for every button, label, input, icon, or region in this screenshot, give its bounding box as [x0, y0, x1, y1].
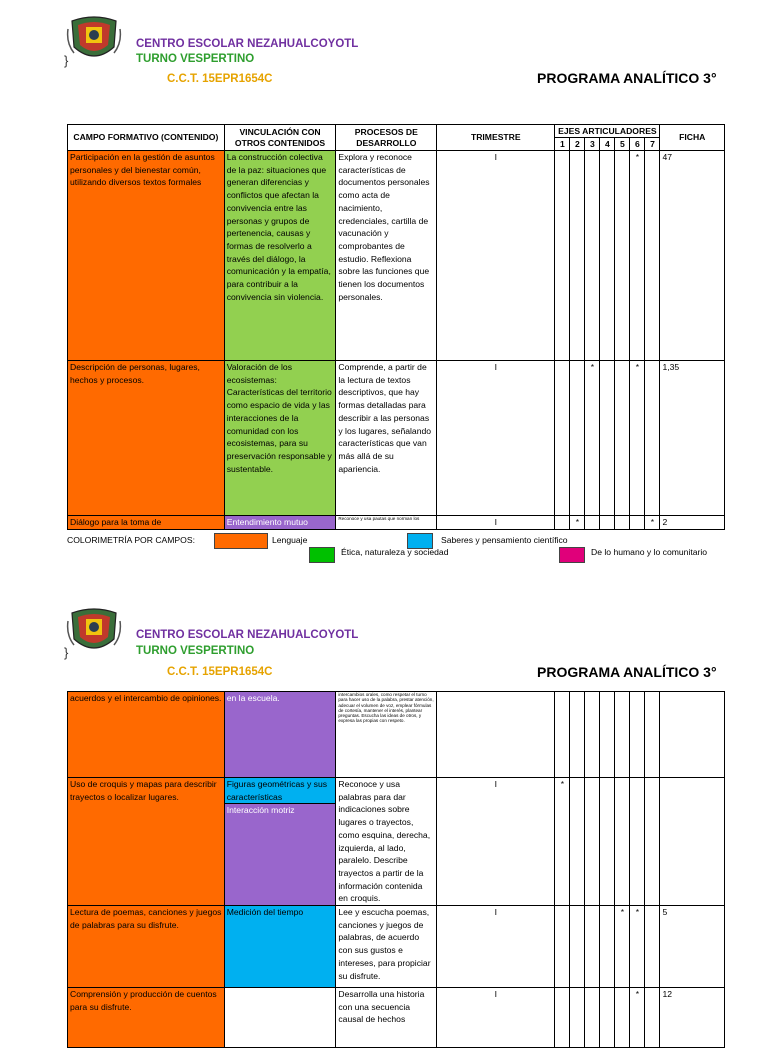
table-row: [68, 151, 725, 361]
legend-label-saberes: Saberes y pensamiento científico: [441, 535, 568, 545]
ficha-cell: [660, 778, 725, 906]
eje-cell: [585, 516, 600, 530]
eje-cell: [585, 988, 600, 1048]
vinculacion-cell: Entendimiento mutuo: [224, 516, 336, 530]
eje-cell: [570, 988, 585, 1048]
eje-cell: [645, 151, 660, 361]
eje-cell: [630, 778, 645, 906]
legend-label-lenguaje: Lenguaje: [272, 535, 308, 545]
eje-cell: [600, 151, 615, 361]
eje-cell: [555, 692, 570, 778]
eje-cell: [600, 361, 615, 516]
eje-cell: [555, 361, 570, 516]
eje-cell: [570, 151, 585, 361]
school-coat-of-arms-icon: [66, 13, 122, 67]
vinculacion-geometria: Figuras geométricas y sus características: [225, 778, 336, 804]
eje-cell: *: [615, 906, 630, 988]
header-row: [68, 125, 725, 138]
cct-code: C.C.T. 15EPR1654C: [167, 73, 273, 85]
eje-cell: *: [630, 988, 645, 1048]
header-campo: CAMPO FORMATIVO (CONTENIDO): [68, 125, 225, 151]
cct-code: C.C.T. 15EPR1654C: [167, 666, 273, 678]
eje-cell: *: [630, 906, 645, 988]
trimestre-cell: I: [437, 151, 555, 361]
eje-number: 3: [585, 138, 600, 151]
vinculacion-cell: [224, 778, 336, 906]
procesos-cell: Lee y escucha poemas, canciones y juegos de palabras, de acuerdo con sus gustos e intereses, para propiciar su disfrute.: [336, 906, 437, 988]
trimestre-cell: I: [437, 361, 555, 516]
procesos-cell: Comprende, a partir de la lectura de textos descriptivos, que hay formas detalladas para describir a las personas y los lugares, señalando características que van más allá de su apariencia.: [336, 361, 437, 516]
eje-cell: [570, 692, 585, 778]
eje-cell: [630, 516, 645, 530]
program-table: [67, 124, 725, 530]
vinculacion-cell: Valoración de los ecosistemas: Características del territorio como espacio de vida y las interacciones de la comunidad con los ecosistemas, para su preservación responsable y sustentable.: [224, 361, 336, 516]
shift-label: TURNO VESPERTINO: [136, 645, 255, 657]
eje-cell: [645, 778, 660, 906]
procesos-cell: Explora y reconoce características de documentos personales como acta de nacimiento, credenciales, cartilla de vacunación y comprobantes de estudio. Reflexiona sobre las funciones que tienen los documentos personales.: [336, 151, 437, 361]
table-row: [68, 516, 725, 530]
eje-cell: [600, 988, 615, 1048]
campo-cell: Participación en la gestión de asuntos personales y del bienestar común, utilizando diversos textos formales: [68, 151, 225, 361]
eje-cell: *: [555, 778, 570, 906]
eje-cell: [600, 516, 615, 530]
table-row: [68, 778, 725, 906]
eje-number: 6: [630, 138, 645, 151]
eje-cell: *: [585, 361, 600, 516]
trimestre-cell: [437, 692, 555, 778]
eje-cell: [645, 361, 660, 516]
eje-cell: [600, 906, 615, 988]
vinculacion-motriz: Interacción motriz: [226, 805, 295, 815]
ficha-cell: 47: [660, 151, 725, 361]
eje-cell: [615, 692, 630, 778]
eje-cell: [555, 151, 570, 361]
campo-cell: Diálogo para la toma de: [68, 516, 225, 530]
table-row: [68, 692, 725, 778]
eje-cell: [645, 692, 660, 778]
legend-label-humano: De lo humano y lo comunitario: [591, 547, 708, 557]
school-name: CENTRO ESCOLAR NEZAHUALCOYOTL: [136, 629, 359, 641]
header-procesos: PROCESOS DE DESARROLLO: [336, 125, 437, 151]
legend-swatch-etica: [309, 547, 335, 563]
eje-cell: *: [645, 516, 660, 530]
eje-cell: [615, 151, 630, 361]
eje-cell: [645, 906, 660, 988]
trimestre-cell: I: [437, 778, 555, 906]
ficha-cell: 12: [660, 988, 725, 1048]
eje-number: 5: [615, 138, 630, 151]
eje-cell: [615, 778, 630, 906]
eje-number: 2: [570, 138, 585, 151]
table-row: [68, 906, 725, 988]
school-name: CENTRO ESCOLAR NEZAHUALCOYOTL: [136, 38, 359, 50]
eje-number: 7: [645, 138, 660, 151]
eje-cell: *: [630, 151, 645, 361]
legend-swatch-humano: [559, 547, 585, 563]
eje-cell: [600, 778, 615, 906]
vinculacion-cell: La construcción colectiva de la paz: situaciones que generan diferencias y conflictos que afectan la convivencia entre las personas y grupos de pertenencia, causas y formas de resolverlo a través del diálogo, la comunicación y la empatía, para contribuir a la convivencia sin violencia.: [224, 151, 336, 361]
program-table-continued: [67, 691, 725, 1048]
eje-cell: [570, 361, 585, 516]
eje-number: 1: [555, 138, 570, 151]
school-coat-of-arms-icon: [66, 605, 122, 659]
eje-cell: [555, 906, 570, 988]
bracket-mark: }: [64, 53, 69, 68]
eje-cell: [615, 361, 630, 516]
eje-cell: [570, 778, 585, 906]
eje-cell: [615, 988, 630, 1048]
campo-cell: Lectura de poemas, canciones y juegos de palabras para su disfrute.: [68, 906, 225, 988]
table-row: [68, 988, 725, 1048]
header-ejes: EJES ARTICULADORES: [555, 125, 660, 138]
trimestre-cell: I: [437, 988, 555, 1048]
table-row: [68, 361, 725, 516]
eje-cell: [645, 988, 660, 1048]
legend-label-etica: Ética, naturaleza y sociedad: [341, 547, 449, 557]
legend-swatch-lenguaje: [214, 533, 268, 549]
vinculacion-cell: en la escuela.: [224, 692, 336, 778]
vinculacion-cell: Medición del tiempo: [224, 906, 336, 988]
bracket-mark: }: [64, 645, 69, 660]
ficha-cell: 5: [660, 906, 725, 988]
ficha-cell: [660, 692, 725, 778]
eje-cell: [585, 778, 600, 906]
campo-cell: Descripción de personas, lugares, hechos y procesos.: [68, 361, 225, 516]
eje-cell: [585, 906, 600, 988]
shift-label: TURNO VESPERTINO: [136, 53, 255, 65]
campo-cell: Uso de croquis y mapas para describir trayectos o localizar lugares.: [68, 778, 225, 906]
eje-cell: [615, 516, 630, 530]
header-trimestre: TRIMESTRE: [437, 125, 555, 151]
campo-cell: Comprensión y producción de cuentos para su disfrute.: [68, 988, 225, 1048]
eje-cell: *: [570, 516, 585, 530]
header-vinculacion: VINCULACIÓN CON OTROS CONTENIDOS: [224, 125, 336, 151]
campo-cell: acuerdos y el intercambio de opiniones.: [68, 692, 225, 778]
vinculacion-cell: [224, 988, 336, 1048]
legend-title: COLORIMETRÍA POR CAMPOS:: [67, 535, 195, 545]
eje-number: 4: [600, 138, 615, 151]
eje-cell: [585, 692, 600, 778]
eje-cell: [555, 988, 570, 1048]
eje-cell: *: [630, 361, 645, 516]
eje-cell: [555, 516, 570, 530]
eje-cell: [570, 906, 585, 988]
program-title: PROGRAMA ANALÍTICO 3°: [537, 70, 717, 86]
procesos-cell: Reconoce y usa pautas que norman los: [336, 516, 437, 530]
trimestre-cell: I: [437, 906, 555, 988]
ficha-cell: 1,35: [660, 361, 725, 516]
trimestre-cell: I: [437, 516, 555, 530]
page-2: [0, 580, 768, 1024]
header-ficha: FICHA: [660, 125, 725, 151]
procesos-cell: intercambios orales, como respetar el turno para hacer uso de la palabra, prestar atención, adecuar el volumen de voz, emplear fórmulas de cortesía, mantener el interés, plantear preguntas. Escucha las ideas de otros, y expresa las propias con respeto.: [336, 692, 437, 778]
procesos-cell: Desarrolla una historia con una secuencia causal de hechos: [336, 988, 437, 1048]
eje-cell: [630, 692, 645, 778]
eje-cell: [600, 692, 615, 778]
ficha-cell: 2: [660, 516, 725, 530]
procesos-cell: Reconoce y usa palabras para dar indicaciones sobre lugares o trayectos, como esquina, derecha, izquierda, al lado, paralelo. Describe trayectos a partir de la información contenida en croquis.: [336, 778, 437, 906]
program-title: PROGRAMA ANALÍTICO 3°: [537, 664, 717, 680]
eje-cell: [585, 151, 600, 361]
